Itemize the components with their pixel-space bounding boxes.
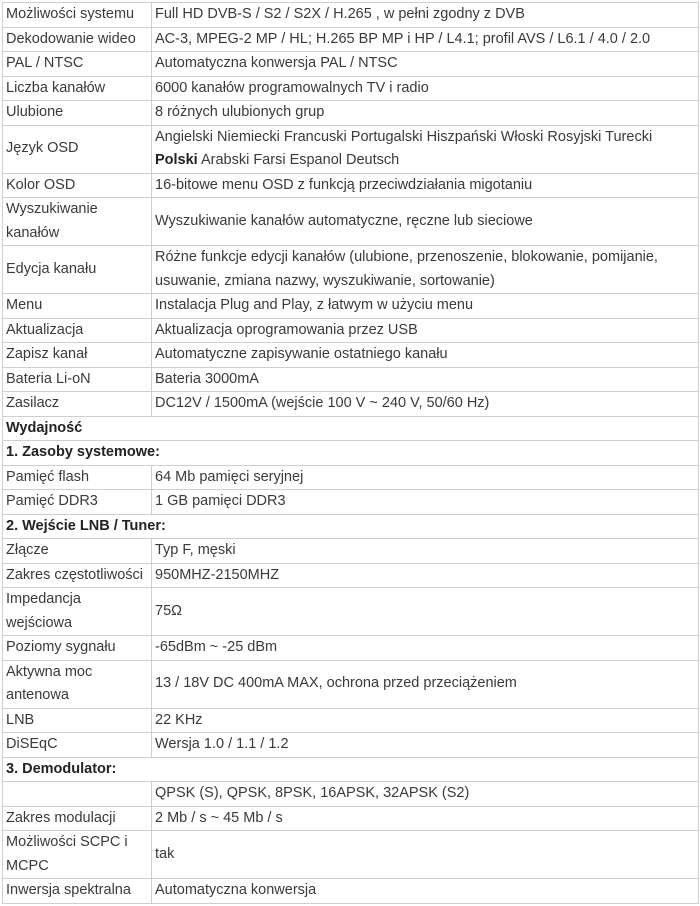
osd-language-highlight: Polski [155,152,198,168]
table-row [3,588,699,636]
row-label: PAL / NTSC [3,52,152,77]
row-value: 1 GB pamięci DDR3 [152,490,699,515]
row-value [152,125,699,173]
table-row [3,318,699,343]
osd-languages-text-rest: Arabski Farsi Espanol Deutsch [197,152,400,168]
section-row [3,416,699,441]
row-label: LNB [3,708,152,733]
row-label: Bateria Li-oN [3,367,152,392]
table-row [3,76,699,101]
row-label: Dekodowanie wideo [3,27,152,52]
row-value: Aktualizacja oprogramowania przez USB [152,318,699,343]
row-label: Edycja kanału [3,246,152,294]
table-row [3,806,699,831]
section-row [3,441,699,466]
table-row [3,708,699,733]
row-value: 6000 kanałów programowalnych TV i radio [152,76,699,101]
row-value: Wyszukiwanie kanałów automatyczne, ręczne lub sieciowe [152,198,699,246]
table-row [3,101,699,126]
row-value: Automatyczna konwersja PAL / NTSC [152,52,699,77]
table-row [3,539,699,564]
table-row [3,490,699,515]
table-row [3,198,699,246]
table-row [3,636,699,661]
row-value: AC-3, MPEG-2 MP / HL; H.265 BP MP i HP / L4.1; profil AVS / L6.1 / 4.0 / 2.0 [152,27,699,52]
row-value: Różne funkcje edycji kanałów (ulubione, przenoszenie, blokowanie, pomijanie, usuwanie, zmiana nazwy, wyszukiwanie, sortowanie) [152,246,699,294]
row-label: Zakres częstotliwości [3,563,152,588]
row-label: Możliwości systemu [3,3,152,28]
row-value: Automatyczne zapisywanie ostatniego kanału [152,343,699,368]
table-row [3,465,699,490]
section-heading: 1. Zasoby systemowe: [3,441,699,466]
row-value: 75Ω [152,588,699,636]
section-heading: 3. Demodulator: [3,757,699,782]
table-row [3,3,699,28]
row-value: 950MHZ-2150MHZ [152,563,699,588]
row-value: QPSK (S), QPSK, 8PSK, 16APSK, 32APSK (S2) [152,782,699,807]
row-label: Zakres modulacji [3,806,152,831]
row-label: Inwersja spektralna [3,879,152,904]
row-label: Aktywna moc antenowa [3,660,152,708]
row-label: Pamięć flash [3,465,152,490]
row-value: 8 różnych ulubionych grup [152,101,699,126]
row-label: Wyszukiwanie kanałów [3,198,152,246]
table-row [3,733,699,758]
section-heading: 2. Wejście LNB / Tuner: [3,514,699,539]
row-value: 2 Mb / s ~ 45 Mb / s [152,806,699,831]
table-row [3,27,699,52]
row-label [3,782,152,807]
row-value: 22 KHz [152,708,699,733]
row-label: Zapisz kanał [3,343,152,368]
row-label: Kolor OSD [3,173,152,198]
row-label: Ulubione [3,101,152,126]
row-value: Wersja 1.0 / 1.1 / 1.2 [152,733,699,758]
section-heading: Wydajność [3,416,699,441]
row-label: Pamięć DDR3 [3,490,152,515]
row-label: Liczba kanałów [3,76,152,101]
row-value: DC12V / 1500mA (wejście 100 V ~ 240 V, 50/60 Hz) [152,392,699,417]
osd-languages-text: Angielski Niemiecki Francuski Portugalski Hiszpański Włoski Rosyjski Turecki [155,128,653,145]
table-row [3,173,699,198]
row-label: Zasilacz [3,392,152,417]
row-label: Język OSD [3,125,152,173]
table-row [3,831,699,879]
row-value: Automatyczna konwersja [152,879,699,904]
row-label: DiSEqC [3,733,152,758]
table-row [3,246,699,294]
table-row [3,563,699,588]
section-row [3,757,699,782]
row-label: Aktualizacja [3,318,152,343]
row-value: 64 Mb pamięci seryjnej [152,465,699,490]
row-value: Bateria 3000mA [152,367,699,392]
table-row [3,392,699,417]
table-row [3,660,699,708]
row-value: 13 / 18V DC 400mA MAX, ochrona przed przeciążeniem [152,660,699,708]
table-row [3,367,699,392]
row-value: 16-bitowe menu OSD z funkcją przeciwdziałania migotaniu [152,173,699,198]
table-row [3,52,699,77]
row-value: Full HD DVB-S / S2 / S2X / H.265 , w pełni zgodny z DVB [152,3,699,28]
table-row [3,879,699,904]
row-label: Złącze [3,539,152,564]
row-label: Poziomy sygnału [3,636,152,661]
section-row [3,514,699,539]
spec-table [2,2,699,904]
table-row [3,343,699,368]
row-value: Instalacja Plug and Play, z łatwym w użyciu menu [152,294,699,319]
row-label: Menu [3,294,152,319]
table-row [3,294,699,319]
row-label: Impedancja wejściowa [3,588,152,636]
row-value: Typ F, męski [152,539,699,564]
row-value: -65dBm ~ -25 dBm [152,636,699,661]
row-value: tak [152,831,699,879]
table-row [3,782,699,807]
row-label: Możliwości SCPC i MCPC [3,831,152,879]
table-row [3,125,699,173]
